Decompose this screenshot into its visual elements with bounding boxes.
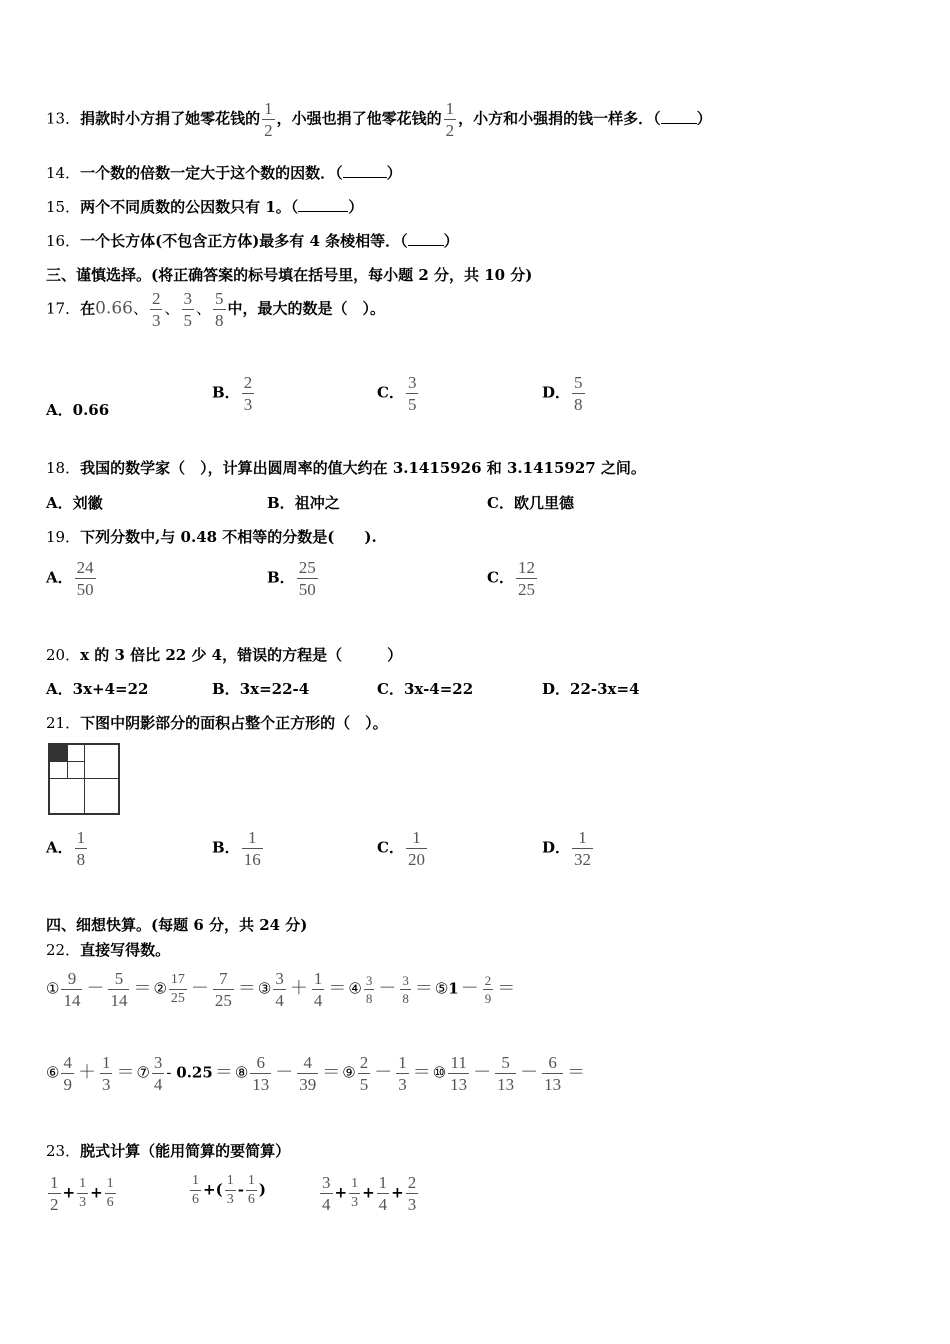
numerator: 3 [275, 969, 284, 988]
option-label: B． [212, 838, 240, 857]
question-number: 17． [46, 299, 81, 318]
fraction [169, 973, 187, 1006]
operator: ＝ [414, 977, 433, 999]
item-marker: ⑧ [234, 1063, 249, 1082]
numerator: 3 [183, 289, 192, 308]
question-text: 捐款时小方捐了她零花钱的 [80, 109, 261, 128]
fraction [406, 829, 427, 868]
operator: ＝ [412, 1061, 431, 1083]
question-15 [46, 196, 363, 217]
operator: － [460, 977, 479, 999]
denominator: 50 [298, 580, 316, 599]
item-marker: ② [153, 979, 167, 998]
section-4-heading: 四、细想快算。(每题 6 分，共 24 分) [46, 916, 308, 934]
fraction [377, 1174, 390, 1213]
denominator: 14 [110, 991, 128, 1010]
fraction [572, 829, 593, 868]
fraction [108, 970, 129, 1009]
operator: + [62, 1183, 76, 1202]
denominator: 13 [252, 1075, 270, 1094]
paren-close: ） [348, 198, 364, 216]
option-label: A． [46, 568, 73, 587]
operator: － [374, 1061, 393, 1083]
numerator: 3 [153, 1053, 163, 1072]
numerator: 1 [264, 99, 273, 118]
question-text: 下图中阴影部分的面积占整个正方形的（ ）。 [80, 714, 388, 732]
denominator: 5 [183, 311, 192, 330]
operator: － [86, 977, 105, 999]
option-a[interactable] [46, 559, 98, 598]
number: 0.25 [176, 1063, 213, 1082]
fraction [246, 1174, 257, 1207]
operator: ＝ [567, 1061, 586, 1083]
calc-row-1 [46, 970, 517, 1009]
fraction [396, 1054, 409, 1093]
square-diagram [48, 743, 120, 815]
denominator: 3 [79, 1195, 87, 1210]
fraction [542, 1054, 563, 1093]
question-13 [46, 100, 712, 139]
numerator: 2 [359, 1053, 369, 1072]
option-label: A． [46, 680, 73, 698]
denominator: 4 [378, 1195, 388, 1214]
option-label: B． [212, 680, 240, 698]
option-b[interactable] [212, 678, 309, 699]
option-label: D． [542, 383, 571, 402]
calc-23-1 [46, 1174, 118, 1213]
numerator: 2 [407, 1173, 417, 1192]
numerator: 4 [303, 1053, 313, 1072]
option-label: A． [46, 401, 73, 419]
question-number: 20． [46, 646, 81, 664]
denominator: 13 [544, 1075, 562, 1094]
grid-line [50, 761, 84, 762]
fraction [190, 1174, 201, 1207]
numerator: 25 [298, 558, 316, 577]
numerator: 3 [402, 973, 409, 988]
denominator: 2 [445, 121, 455, 140]
fraction [483, 974, 494, 1005]
option-label: A． [46, 494, 73, 512]
question-16 [46, 230, 459, 251]
calc-23-3 [318, 1174, 420, 1213]
question-text: 两个不同质数的公因数只有 1。（ [80, 198, 299, 216]
operator: ＝ [322, 1061, 341, 1083]
calc-row-2 [46, 1054, 587, 1093]
option-b[interactable] [212, 829, 265, 868]
numerator: 12 [517, 558, 535, 577]
fraction [358, 1054, 371, 1093]
question-text: x 的 3 倍比 22 少 4，错误的方程是（ ） [80, 646, 403, 664]
numerator: 1 [76, 828, 86, 847]
question-19 [46, 526, 377, 547]
denominator: 6 [192, 1192, 199, 1207]
numerator: 4 [63, 1053, 72, 1072]
denominator: 5 [359, 1075, 369, 1094]
numerator: 9 [67, 969, 77, 988]
option-label: B． [267, 494, 295, 512]
operator: + [90, 1183, 103, 1202]
option-d[interactable] [542, 678, 640, 699]
item-marker: ④ [348, 979, 362, 998]
denominator: 3 [398, 1075, 407, 1094]
fraction [61, 1054, 74, 1093]
numerator: 5 [215, 289, 224, 308]
numerator: 5 [501, 1053, 510, 1072]
denominator: 4 [322, 1195, 331, 1214]
fraction [448, 1054, 469, 1093]
numerator: 6 [548, 1053, 557, 1072]
operator: － [190, 977, 209, 999]
operator: ＝ [328, 977, 347, 999]
denominator: 8 [365, 991, 373, 1006]
option-d[interactable] [542, 829, 595, 868]
question-number: 14． [46, 164, 81, 182]
fraction [105, 1177, 116, 1210]
numerator: 1 [378, 1173, 388, 1192]
fraction [320, 1174, 333, 1213]
numerator: 1 [226, 1173, 234, 1188]
fraction [516, 559, 537, 598]
denominator: 39 [299, 1075, 317, 1094]
question-20 [46, 644, 402, 665]
numerator: 1 [445, 99, 455, 118]
denominator: 25 [517, 580, 535, 599]
option-a[interactable] [46, 399, 109, 420]
number: 1 [448, 979, 459, 998]
item-marker: ① [46, 979, 60, 998]
option-value: 欧几里德 [513, 494, 574, 512]
denominator: 8 [76, 850, 86, 869]
answer-blank[interactable] [408, 245, 444, 246]
option-label: C． [377, 383, 404, 402]
numerator: 1 [101, 1053, 111, 1072]
operator: ＝ [237, 977, 256, 999]
numerator: 24 [76, 558, 94, 577]
denominator: 8 [215, 311, 224, 330]
operator: ＝ [116, 1061, 135, 1083]
numerator: 1 [247, 1173, 255, 1188]
option-a[interactable] [46, 678, 148, 699]
question-number: 18． [46, 459, 81, 477]
operator: - [166, 1063, 172, 1082]
item-marker: ⑩ [432, 1063, 447, 1082]
operator: + [391, 1183, 404, 1202]
numerator: 3 [407, 373, 417, 392]
question-text: 中，最大的数是（ ）。 [227, 299, 386, 318]
denominator: 3 [226, 1192, 234, 1207]
denominator: 3 [101, 1075, 111, 1094]
denominator: 6 [247, 1192, 255, 1207]
option-c[interactable] [487, 492, 574, 513]
option-c[interactable] [377, 829, 429, 868]
denominator: 3 [407, 1195, 417, 1214]
denominator: 20 [407, 850, 425, 869]
option-label: D． [542, 838, 571, 857]
option-value: 22-3x=4 [570, 680, 640, 698]
operator: + [334, 1183, 348, 1202]
fraction [406, 1174, 419, 1213]
operator: + [362, 1183, 375, 1202]
numerator: 6 [256, 1053, 266, 1072]
operator: + [203, 1180, 216, 1199]
denominator: 4 [275, 991, 284, 1010]
item-marker: ⑨ [342, 1063, 356, 1082]
denominator: 14 [63, 991, 81, 1010]
paren: ) [258, 1180, 267, 1199]
fraction [349, 1177, 360, 1210]
denominator: 2 [50, 1195, 59, 1214]
operator: ＝ [497, 977, 516, 999]
fraction [152, 1054, 165, 1093]
question-number: 19． [46, 528, 81, 546]
option-label: C． [487, 494, 514, 512]
operator: － [378, 977, 397, 999]
numerator: 1 [313, 969, 323, 988]
option-label: C． [377, 838, 404, 857]
fraction [77, 1177, 88, 1210]
option-label: A． [46, 838, 73, 857]
option-value: 3x-4=22 [403, 680, 474, 698]
question-text: 脱式计算（能用简算的要简算） [80, 1142, 291, 1160]
operator: － [520, 1061, 539, 1083]
question-text: ，小方和小强捐的钱一样多．（ [458, 109, 661, 128]
question-text: 我国的数学家（ ），计算出圆周率的值大约在 3.1415926 和 3.1415927 之间。 [80, 459, 646, 477]
fraction [312, 970, 325, 1009]
question-number: 22． [46, 941, 81, 959]
question-text: 直接写得数。 [80, 941, 171, 959]
denominator: 2 [264, 121, 273, 140]
item-marker: ③ [257, 979, 272, 998]
numerator: 7 [219, 969, 228, 988]
separator: 、 [164, 299, 180, 318]
fraction [242, 374, 255, 413]
option-value: 0.66 [72, 401, 110, 419]
option-b[interactable] [267, 492, 340, 513]
answer-blank[interactable] [661, 123, 697, 124]
question-21 [46, 712, 388, 733]
option-c[interactable] [377, 678, 473, 699]
item-marker: ⑥ [46, 1063, 60, 1082]
numerator: 1 [106, 1176, 114, 1191]
fraction [182, 290, 195, 329]
grid-line [84, 745, 85, 813]
denominator: 8 [402, 991, 409, 1006]
denominator: 5 [407, 395, 417, 414]
question-number: 21． [46, 714, 81, 732]
numerator: 1 [79, 1176, 87, 1191]
numerator: 2 [484, 973, 492, 988]
numerator: 2 [243, 373, 253, 392]
item-marker: ⑦ [136, 1063, 150, 1082]
fraction [406, 374, 419, 413]
option-d[interactable] [542, 374, 587, 413]
option-label: C． [377, 680, 404, 698]
numerator: 5 [574, 373, 583, 392]
paren-close: ） [696, 109, 712, 128]
option-value: 祖冲之 [294, 494, 340, 512]
denominator: 32 [574, 850, 592, 869]
denominator: 50 [76, 580, 94, 599]
denominator: 25 [214, 991, 232, 1010]
fraction [242, 829, 263, 868]
fraction [225, 1174, 236, 1207]
operator: － [275, 1061, 294, 1083]
numerator: 3 [365, 973, 373, 988]
fraction [297, 1054, 318, 1093]
fraction [75, 829, 88, 868]
option-label: D． [542, 680, 571, 698]
denominator: 16 [243, 850, 261, 869]
denominator: 4 [313, 991, 323, 1010]
fraction [273, 970, 286, 1009]
option-b[interactable] [267, 559, 320, 598]
question-text: 下列分数中,与 0.48 不相等的分数是( ). [80, 528, 377, 546]
question-text: ，小强也捐了他零花钱的 [276, 109, 442, 128]
numerator: 1 [412, 828, 421, 847]
question-18 [46, 457, 646, 478]
denominator: 9 [484, 991, 492, 1006]
denominator: 3 [351, 1195, 359, 1210]
fraction [444, 100, 457, 139]
item-marker: ⑤ [434, 979, 449, 998]
numerator: 1 [50, 1173, 59, 1192]
option-label: B． [212, 383, 240, 402]
numerator: 1 [247, 828, 257, 847]
fraction [572, 374, 585, 413]
fraction [150, 290, 163, 329]
paren-close: ） [443, 232, 459, 250]
answer-blank[interactable] [343, 177, 387, 178]
operator: ＋ [77, 1061, 96, 1083]
denominator: 25 [170, 991, 185, 1006]
option-c[interactable] [377, 374, 420, 413]
numerator: 1 [192, 1173, 199, 1188]
fraction [48, 1174, 61, 1213]
question-17 [46, 290, 385, 329]
option-c[interactable] [487, 559, 539, 598]
operator: ＝ [133, 977, 152, 999]
option-value: 3x+4=22 [72, 680, 149, 698]
question-22 [46, 939, 170, 960]
option-value: 3x=22-4 [239, 680, 310, 698]
option-a[interactable] [46, 492, 103, 513]
question-23 [46, 1140, 290, 1161]
numerator: 17 [170, 972, 185, 987]
numerator: 1 [578, 828, 587, 847]
denominator: 3 [151, 311, 161, 330]
fraction [364, 974, 375, 1005]
denominator: 3 [243, 395, 253, 414]
option-a[interactable] [46, 829, 89, 868]
denominator: 6 [106, 1195, 114, 1210]
section-3-heading: 三、谨慎选择。(将正确答案的标号填在括号里，每小题 2 分，共 10 分) [46, 266, 533, 284]
denominator: 13 [497, 1075, 515, 1094]
separator: 、 [132, 299, 148, 318]
paren: ( [215, 1180, 223, 1199]
operator: ＋ [289, 977, 308, 999]
operator: － [473, 1061, 492, 1083]
fraction [61, 970, 82, 1009]
option-label: C． [487, 568, 514, 587]
numerator: 2 [151, 289, 161, 308]
fraction [250, 1054, 271, 1093]
question-14 [46, 162, 402, 183]
operator: - [237, 1180, 244, 1199]
fraction [213, 290, 226, 329]
option-b[interactable] [212, 374, 256, 413]
numerator: 1 [398, 1053, 407, 1072]
fraction [262, 100, 275, 139]
fraction [400, 974, 411, 1005]
operator: ＝ [214, 1061, 233, 1083]
decimal-value: 0.66 [95, 298, 133, 319]
question-text: 一个数的倍数一定大于这个数的因数．（ [80, 164, 343, 182]
fraction [213, 970, 234, 1009]
numerator: 5 [114, 969, 124, 988]
fraction [297, 559, 318, 598]
separator: 、 [196, 299, 212, 318]
question-number: 23． [46, 1142, 81, 1160]
fraction [100, 1054, 113, 1093]
fraction [75, 559, 96, 598]
denominator: 8 [574, 395, 583, 414]
numerator: 3 [322, 1173, 331, 1192]
option-value: 刘徽 [72, 494, 103, 512]
numerator: 1 [351, 1176, 359, 1191]
option-label: B． [267, 568, 295, 587]
question-text: 在 [80, 299, 96, 318]
denominator: 13 [450, 1075, 468, 1094]
numerator: 11 [450, 1053, 467, 1072]
question-number: 16． [46, 232, 81, 250]
answer-blank[interactable] [298, 211, 348, 212]
question-number: 13． [46, 109, 81, 128]
question-number: 15． [46, 198, 81, 216]
question-text: 一个长方体(不包含正方体)最多有 4 条棱相等．（ [80, 232, 408, 250]
fraction [495, 1054, 516, 1093]
calc-23-2 [188, 1174, 266, 1207]
denominator: 9 [63, 1075, 72, 1094]
shaded-cell [50, 745, 68, 761]
denominator: 4 [153, 1075, 163, 1094]
grid-line [50, 778, 118, 779]
paren-close: ） [386, 164, 402, 182]
